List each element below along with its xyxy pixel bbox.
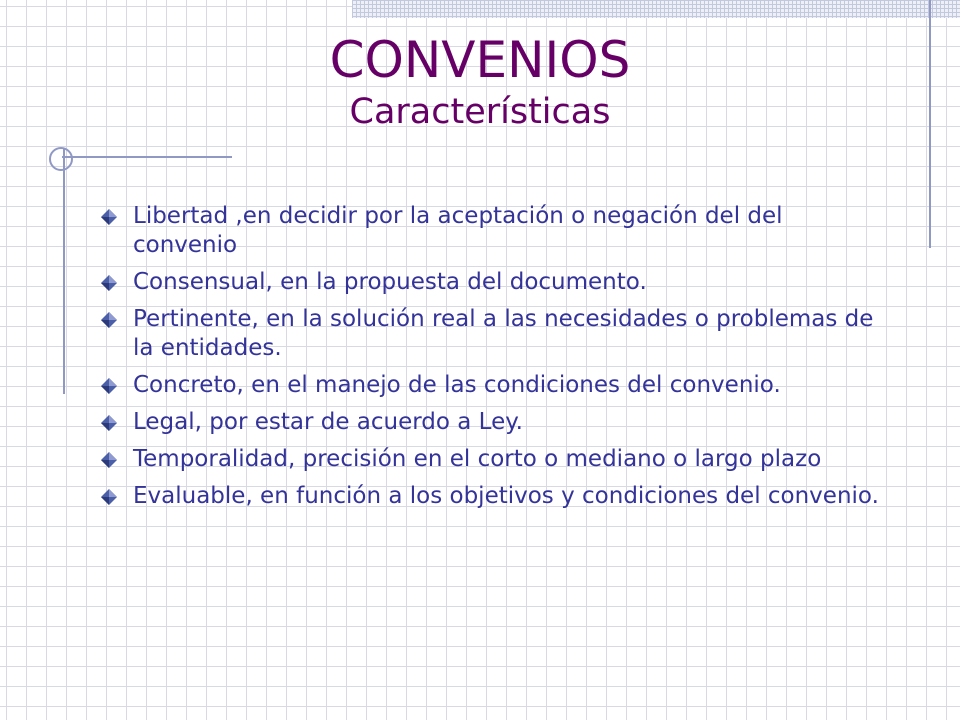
accent-line-horizontal bbox=[62, 156, 232, 158]
slide-title: CONVENIOS bbox=[329, 31, 631, 89]
bullet-item bbox=[100, 202, 890, 260]
diamond-icon bbox=[100, 311, 118, 329]
bullet-item bbox=[100, 445, 890, 474]
decorative-top-band bbox=[352, 0, 960, 18]
accent-line-vertical-left bbox=[63, 148, 65, 394]
slide-subtitle: Características bbox=[349, 92, 611, 132]
bullet-text: Temporalidad, precisión en el corto o mediano o largo plazo bbox=[133, 446, 822, 472]
slide-title-block bbox=[160, 30, 800, 134]
bullet-item bbox=[100, 482, 890, 511]
diamond-icon bbox=[100, 451, 118, 469]
bullet-item bbox=[100, 371, 890, 400]
accent-line-vertical-right bbox=[929, 0, 931, 248]
bullet-text: Legal, por estar de acuerdo a Ley. bbox=[133, 409, 523, 435]
bullet-text: Consensual, en la propuesta del documento. bbox=[133, 269, 647, 295]
accent-circle bbox=[49, 147, 73, 171]
diamond-icon bbox=[100, 488, 118, 506]
diamond-icon bbox=[100, 377, 118, 395]
bullet-item bbox=[100, 268, 890, 297]
diamond-icon bbox=[100, 414, 118, 432]
bullet-text: Evaluable, en función a los objetivos y condiciones del convenio. bbox=[133, 483, 879, 509]
bullet-list bbox=[100, 202, 890, 519]
diamond-icon bbox=[100, 208, 118, 226]
diamond-icon bbox=[100, 274, 118, 292]
bullet-item bbox=[100, 305, 890, 363]
bullet-text: Libertad ,en decidir por la aceptación o negación del del convenio bbox=[133, 203, 783, 258]
bullet-text: Concreto, en el manejo de las condiciones del convenio. bbox=[133, 372, 781, 398]
bullet-item bbox=[100, 408, 890, 437]
bullet-text: Pertinente, en la solución real a las necesidades o problemas de la entidades. bbox=[133, 306, 874, 361]
